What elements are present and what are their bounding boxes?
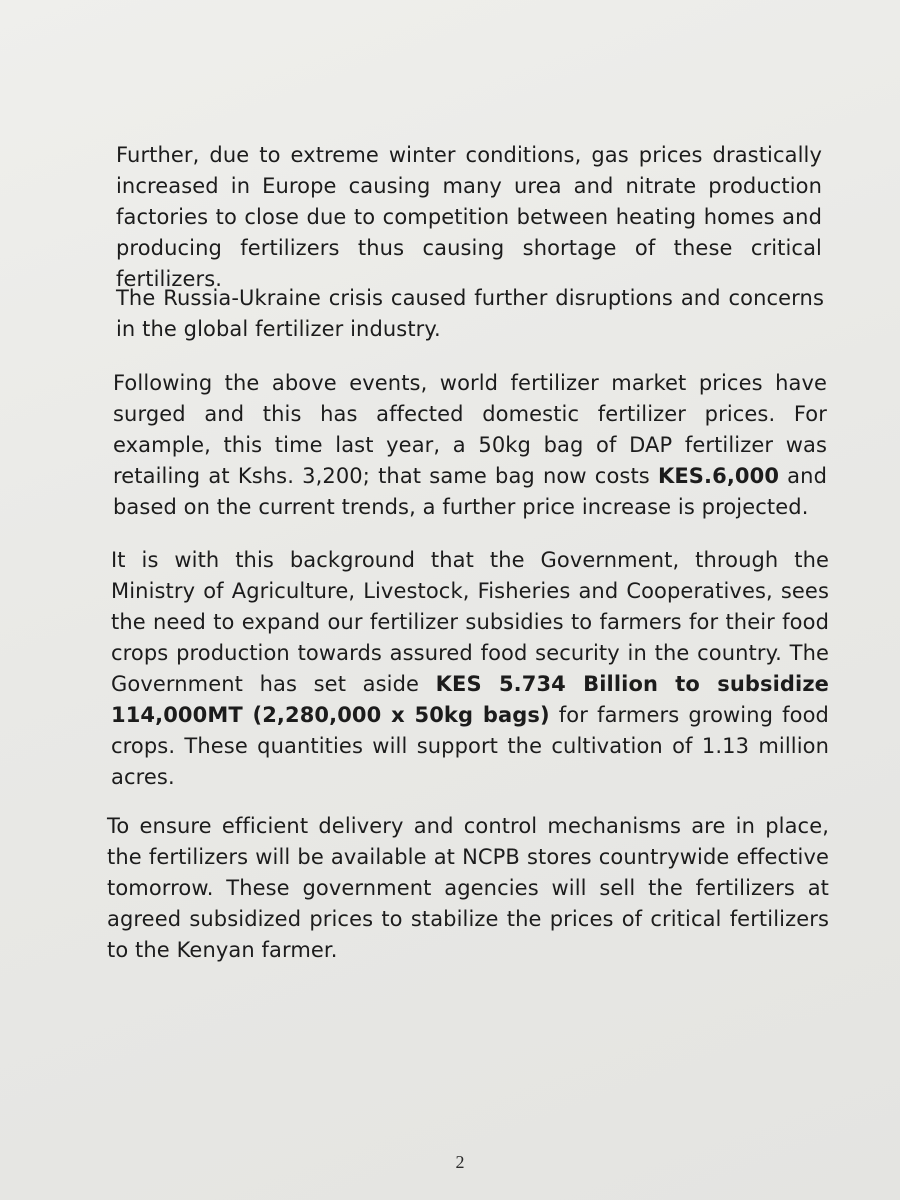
subsidy-highlight: KES 5.734 Billion to subsidize 114,000MT (2,280,000 x 50kg bags) <box>111 672 829 727</box>
paragraph-delivery-mechanisms <box>107 811 829 966</box>
paragraph-text-after: and based on the current trends, a further price increase is projected. <box>113 464 827 519</box>
paragraph-price-surge <box>113 368 827 523</box>
paragraph-government-subsidy <box>111 545 829 793</box>
paragraph-text-before: It is with this background that the Government, through the Ministry of Agriculture, Livestock, Fisheries and Cooperatives, sees the need to expand our fertilizer subsidies to farmers for their food crops production towards assured food security in the country. The Government has set aside <box>111 548 829 696</box>
price-highlight: KES.6,000 <box>657 464 780 488</box>
page-number: 2 <box>455 1152 465 1172</box>
paragraph-winter-gas-prices <box>116 140 822 295</box>
paragraph-text: To ensure efficient delivery and control mechanisms are in place, the fertilizers will be available at NCPB stores countrywide effective tomorrow. These government agencies will sell the fertilizers at agreed subsidized prices to stabilize the prices of critical fertilizers to the Kenyan farmer. <box>107 814 829 962</box>
paragraph-text-before: Following the above events, world fertilizer market prices have surged and this has affected domestic fertilizer prices. For example, this time last year, a 50kg bag of DAP fertilizer was retailing at Kshs. 3,200; that same bag now costs <box>113 371 827 488</box>
paragraph-text: The Russia-Ukraine crisis caused further disruptions and concerns in the global fertilizer industry. <box>116 286 824 341</box>
paragraph-text-after: for farmers growing food crops. These quantities will support the cultivation of 1.13 million acres. <box>111 703 829 789</box>
paragraph-russia-ukraine <box>116 283 824 345</box>
paragraph-text: Further, due to extreme winter conditions, gas prices drastically increased in Europe causing many urea and nitrate production factories to close due to competition between heating homes and producing fertilizers thus causing shortage of these critical fertilizers. <box>116 143 822 291</box>
